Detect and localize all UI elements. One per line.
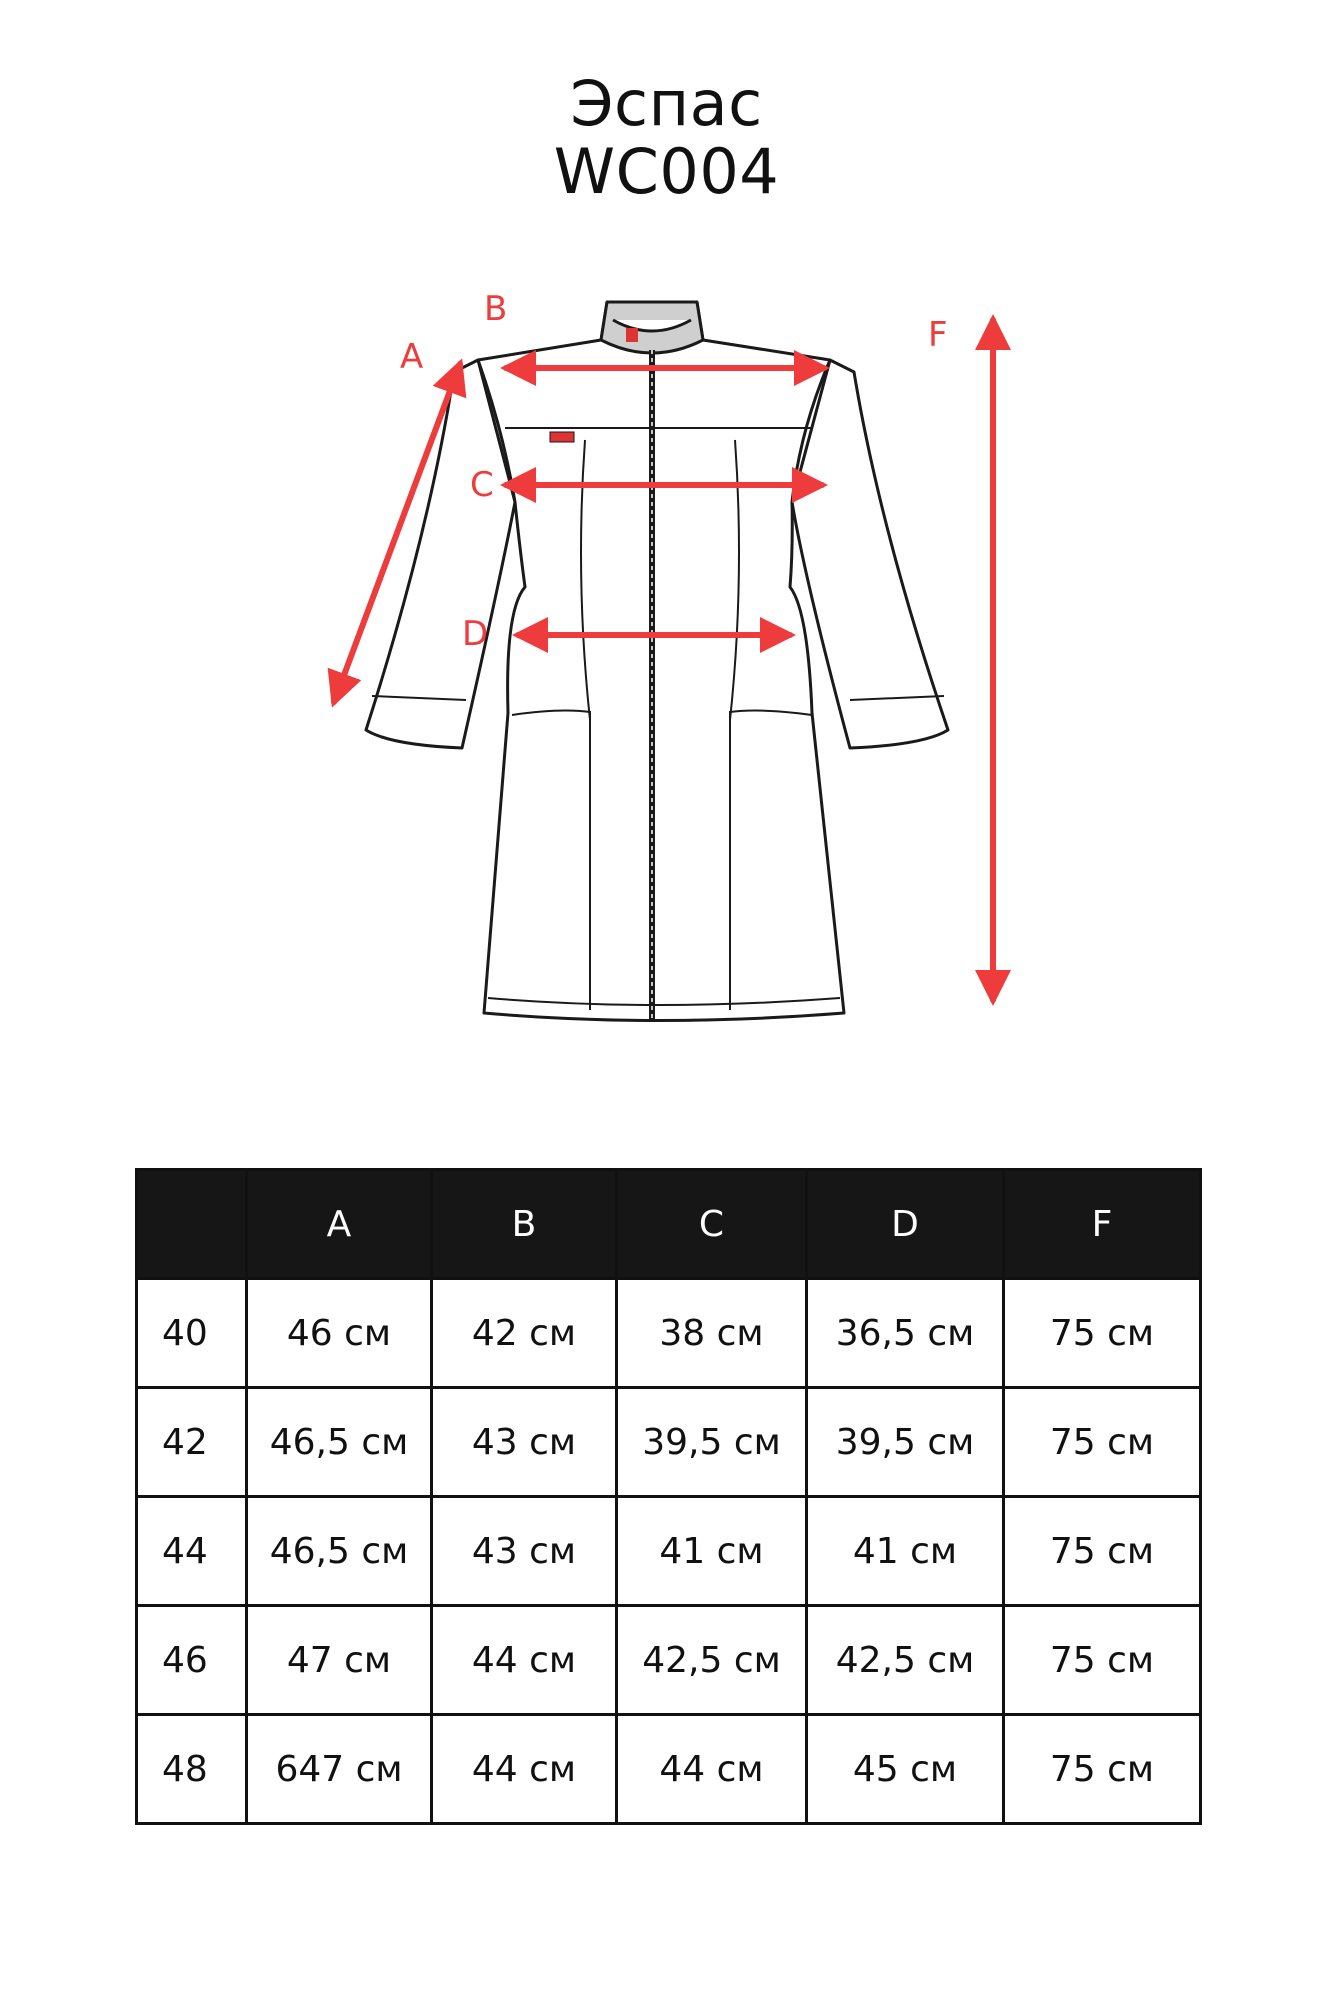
title-block [0,67,1333,208]
table-row [137,1606,1201,1715]
value-cell: 43 см [432,1497,617,1606]
header-d: D [807,1170,1004,1279]
value-cell: 38 см [617,1279,807,1388]
table-row [137,1497,1201,1606]
label-a: A [400,337,424,377]
collar-logo [626,328,638,342]
value-cell: 39,5 см [807,1388,1004,1497]
value-cell: 46,5 см [247,1388,432,1497]
table-row [137,1279,1201,1388]
value-cell: 43 см [432,1388,617,1497]
chest-logo [550,432,574,442]
value-cell: 47 см [247,1606,432,1715]
table-row [137,1715,1201,1824]
value-cell: 75 см [1004,1279,1201,1388]
value-cell: 46,5 см [247,1497,432,1606]
coat-body [478,302,844,1021]
header-a: A [247,1170,432,1279]
value-cell: 39,5 см [617,1388,807,1497]
size-cell: 46 [137,1606,247,1715]
label-b: B [484,289,508,329]
value-cell: 42,5 см [807,1606,1004,1715]
value-cell: 46 см [247,1279,432,1388]
product-name: Эспас [570,67,763,140]
value-cell: 75 см [1004,1388,1201,1497]
header-f: F [1004,1170,1201,1279]
size-cell: 42 [137,1388,247,1497]
value-cell: 44 см [432,1715,617,1824]
value-cell: 41 см [617,1497,807,1606]
size-cell: 44 [137,1497,247,1606]
size-cell: 40 [137,1279,247,1388]
table-header-row [137,1170,1201,1279]
label-f: F [928,315,948,355]
value-cell: 647 см [247,1715,432,1824]
header-c: C [617,1170,807,1279]
size-cell: 48 [137,1715,247,1824]
value-cell: 44 см [617,1715,807,1824]
value-cell: 36,5 см [807,1279,1004,1388]
header-b: B [432,1170,617,1279]
value-cell: 44 см [432,1606,617,1715]
label-d: D [462,614,489,654]
table-row [137,1388,1201,1497]
value-cell: 45 см [807,1715,1004,1824]
garment-diagram [0,280,1333,1040]
product-code: WC004 [553,135,780,208]
right-sleeve [792,360,948,748]
value-cell: 42 см [432,1279,617,1388]
label-c: C [470,465,494,505]
size-table [135,1168,1202,1825]
value-cell: 75 см [1004,1606,1201,1715]
value-cell: 75 см [1004,1497,1201,1606]
value-cell: 41 см [807,1497,1004,1606]
header-size [137,1170,247,1279]
value-cell: 75 см [1004,1715,1201,1824]
coat-drawing [366,302,948,1021]
value-cell: 42,5 см [617,1606,807,1715]
